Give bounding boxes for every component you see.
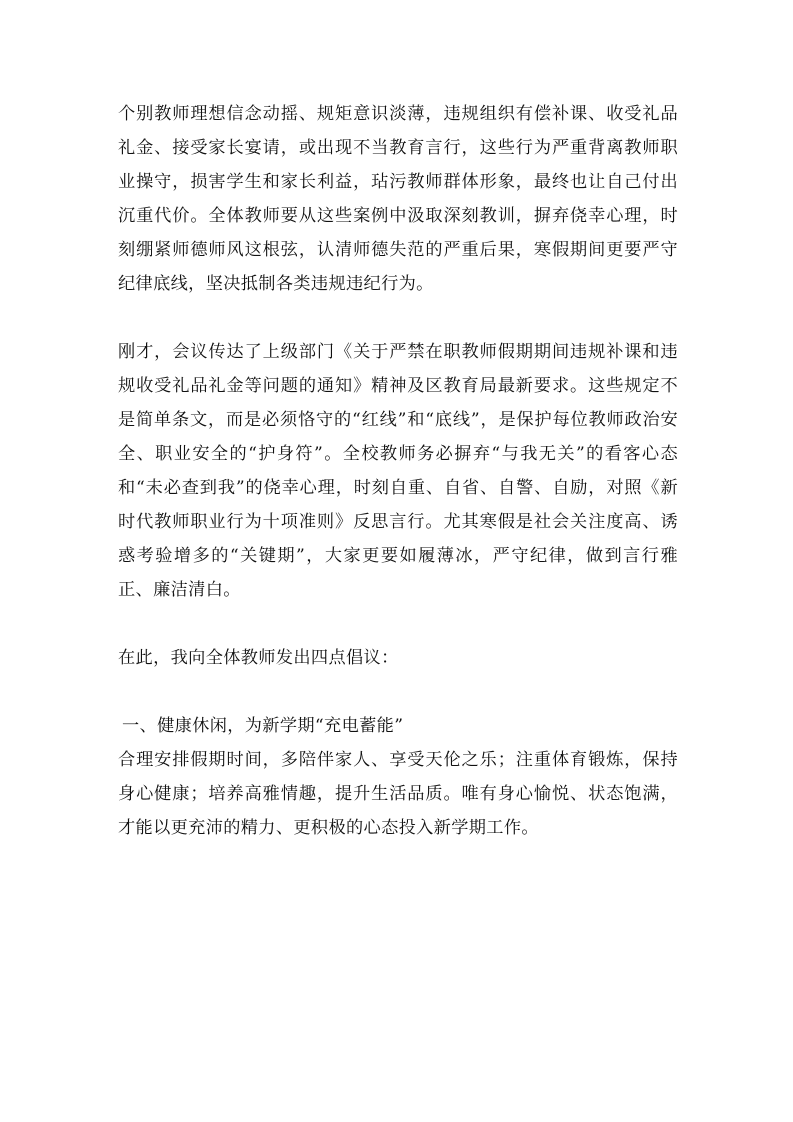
section-healthy-leisure [118,709,678,845]
paragraph-warning-cases: 个别教师理想信念动摇、规矩意识淡薄，违规组织有偿补课、收受礼品礼金、接受家长宴请，或出现不当教育言行，这些行为严重背离教师职业操守，损害学生和家长利益，玷污教师群体形象，最终也让自己付出沉重代价。全体教师要从这些案例中汲取深刻教训，摒弃侥幸心理，时刻绷紧师德师风这根弦，认清师德失范的严重后果，寒假期间更要严守纪律底线，坚决抵制各类违规违纪行为。 [118,104,678,294]
paragraph-proposal-intro: 在此，我向全体教师发出四点倡议： [118,648,399,668]
paragraph-gap [118,607,678,641]
section-body: 合理安排假期时间，多陪伴家人、享受天伦之乐；注重体育锻炼，保持身心健康；培养高雅情趣，提升生活品质。唯有身心愉悦、状态饱满，才能以更充沛的精力、更积极的心态投入新学期工作。 [118,750,678,838]
paragraph-gap [118,675,678,709]
section-heading: 一、健康休闲，为新学期“充电蓄能” [122,716,404,736]
paragraph-gap [118,301,678,335]
paragraph-meeting-notice: 刚才，会议传达了上级部门《关于严禁在职教师假期期间违规补课和违规收受礼品礼金等问题的通知》精神及区教育局最新要求。这些规定不是简单条文，而是必须恪守的“红线”和“底线”，是保护每位教师政治安全、职业安全的“护身符”。全校教师务必摒弃“与我无关”的看客心态和“未必查到我”的侥幸心理，时刻自重、自省、自警、自励，对照《新时代教师职业行为十项准则》反思言行。尤其寒假是社会关注度高、诱惑考验增多的“关键期”，大家更要如履薄冰，严守纪律，做到言行雅正、廉洁清白。 [118,342,678,600]
document-page [118,97,678,845]
